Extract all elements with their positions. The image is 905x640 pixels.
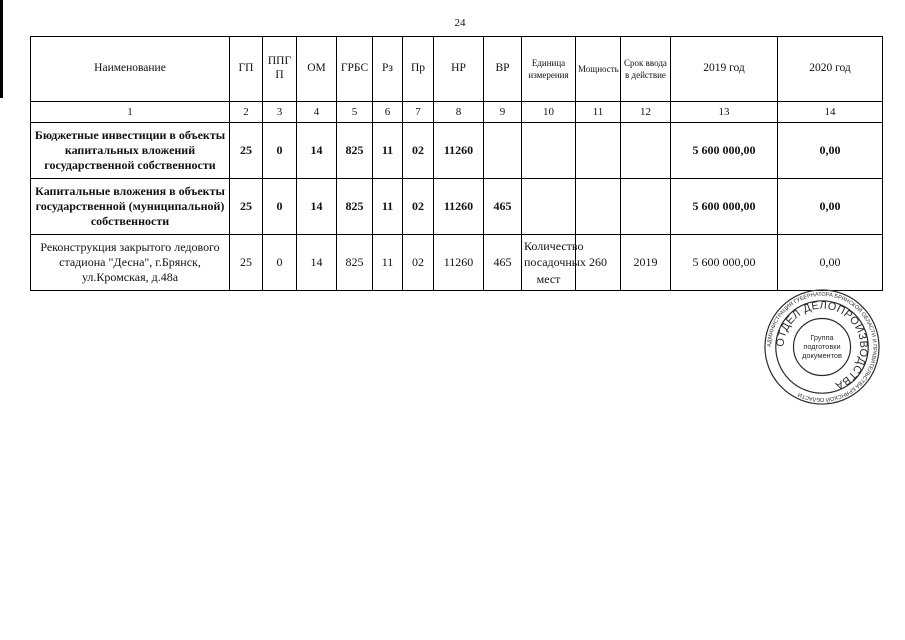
index-cell: 1 — [31, 102, 230, 123]
cell-2020: 0,00 — [778, 123, 883, 179]
header-unit: Единица измерения — [522, 37, 576, 102]
index-cell: 2 — [230, 102, 263, 123]
header-name: Наименование — [31, 37, 230, 102]
header-2019: 2019 год — [671, 37, 778, 102]
cell-grbs: 825 — [337, 123, 373, 179]
cell-2020: 0,00 — [778, 179, 883, 235]
cell-om: 14 — [297, 123, 337, 179]
column-index-row — [31, 102, 883, 123]
cell-ppgp: 0 — [263, 179, 297, 235]
office-stamp — [763, 288, 881, 406]
cell-commissioning — [621, 179, 671, 235]
header-ppgp: ППГ П — [263, 37, 297, 102]
cell-capacity — [576, 123, 621, 179]
cell-gp: 25 — [230, 123, 263, 179]
cell-unit: Количество посадочных мест — [522, 235, 576, 291]
cell-2019: 5 600 000,00 — [671, 123, 778, 179]
cell-om: 14 — [297, 235, 337, 291]
page-number: 24 — [454, 17, 466, 29]
table-row — [31, 235, 883, 291]
page-left-edge — [0, 0, 3, 98]
header-2020: 2020 год — [778, 37, 883, 102]
row-name: Бюджетные инвестиции в объекты капитальных вложений государственной собственности — [31, 123, 230, 179]
cell-pr: 02 — [403, 123, 434, 179]
cell-unit — [522, 179, 576, 235]
cell-vr: 465 — [484, 235, 522, 291]
cell-ppgp: 0 — [263, 235, 297, 291]
cell-ppgp: 0 — [263, 123, 297, 179]
header-nr: НР — [434, 37, 484, 102]
cell-grbs: 825 — [337, 179, 373, 235]
stamp-center-line: Группа — [810, 333, 834, 343]
cell-unit — [522, 123, 576, 179]
cell-vr — [484, 123, 522, 179]
cell-nr: 11260 — [434, 235, 484, 291]
cell-pr: 02 — [403, 235, 434, 291]
index-cell: 8 — [434, 102, 484, 123]
cell-nr: 11260 — [434, 123, 484, 179]
cell-commissioning: 2019 — [621, 235, 671, 291]
cell-2019: 5 600 000,00 — [671, 179, 778, 235]
cell-commissioning — [621, 123, 671, 179]
stamp-center-line: документов — [802, 350, 842, 360]
cell-rz: 11 — [373, 123, 403, 179]
index-cell: 11 — [576, 102, 621, 123]
cell-rz: 11 — [373, 235, 403, 291]
index-cell: 4 — [297, 102, 337, 123]
header-vr: ВР — [484, 37, 522, 102]
header-om: ОМ — [297, 37, 337, 102]
index-cell: 14 — [778, 102, 883, 123]
index-cell: 9 — [484, 102, 522, 123]
row-name: Капитальные вложения в объекты государственной (муниципальной) собственности — [31, 179, 230, 235]
table-row — [31, 179, 883, 235]
table-row — [31, 123, 883, 179]
header-gp: ГП — [230, 37, 263, 102]
header-rz: Рз — [373, 37, 403, 102]
cell-pr: 02 — [403, 179, 434, 235]
cell-om: 14 — [297, 179, 337, 235]
index-cell: 7 — [403, 102, 434, 123]
cell-gp: 25 — [230, 179, 263, 235]
header-pr: Пр — [403, 37, 434, 102]
stamp-arc-text: ОТДЕЛ ДЕЛОПРОИЗВОДСТВА — [774, 299, 870, 392]
cell-nr: 11260 — [434, 179, 484, 235]
cell-grbs: 825 — [337, 235, 373, 291]
index-cell: 10 — [522, 102, 576, 123]
cell-2019: 5 600 000,00 — [671, 235, 778, 291]
header-capacity: Мощность — [576, 37, 621, 102]
cell-capacity: 260 — [576, 235, 621, 291]
index-cell: 6 — [373, 102, 403, 123]
budget-table — [30, 36, 883, 291]
index-cell: 13 — [671, 102, 778, 123]
header-grbs: ГРБС — [337, 37, 373, 102]
index-cell: 3 — [263, 102, 297, 123]
header-commissioning: Срок ввода в действие — [621, 37, 671, 102]
stamp-ring-text: АДМИНИСТРАЦИЯ ГУБЕРНАТОРА БРЯНСКОЙ ОБЛАСТИ И ПРАВИТЕЛЬСТВА БРЯНСКОЙ ОБЛАСТИ — [766, 291, 878, 403]
cell-2020: 0,00 — [778, 235, 883, 291]
index-cell: 5 — [337, 102, 373, 123]
index-cell: 12 — [621, 102, 671, 123]
cell-rz: 11 — [373, 179, 403, 235]
cell-capacity — [576, 179, 621, 235]
row-name: Реконструкция закрытого ледового стадиона "Десна", г.Брянск, ул.Кромская, д.48а — [31, 235, 230, 291]
stamp-center-line: подготовки — [803, 341, 841, 351]
cell-gp: 25 — [230, 235, 263, 291]
cell-vr: 465 — [484, 179, 522, 235]
table-header-row — [31, 37, 883, 102]
